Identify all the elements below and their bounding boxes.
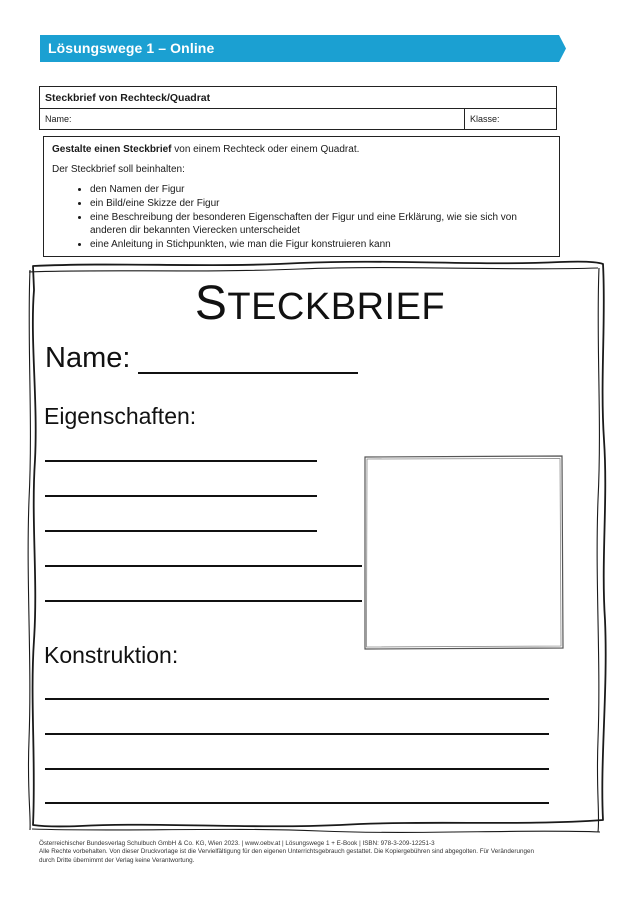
task-item: • ein Bild/eine Skizze der Figur xyxy=(90,197,551,210)
properties-write-line[interactable] xyxy=(45,530,317,532)
task-list-intro: Der Steckbrief soll beinhalten: xyxy=(52,164,185,175)
card-title-initial: S xyxy=(194,277,228,330)
properties-write-line[interactable] xyxy=(45,600,362,602)
task-intro-bold: Gestalte einen Steckbrief xyxy=(52,144,172,155)
task-item: • den Namen der Figur xyxy=(90,183,551,196)
name-write-line[interactable] xyxy=(138,372,358,374)
construction-write-line[interactable] xyxy=(45,733,549,735)
class-cell[interactable]: Klasse: xyxy=(470,114,500,124)
construction-write-line[interactable] xyxy=(45,768,549,770)
card-name-label: Name: xyxy=(45,342,131,374)
footer-line: Österreichischer Bundesverlag Schulbuch GmbH & Co. KG, Wien 2023. | www.oebv.at | Lösungswege 1 + E-Book | ISBN: 978-3-209-12251-3 xyxy=(39,840,435,847)
footer-line: durch Dritte übernimmt der Verlag keine Verantwortung. xyxy=(39,856,195,864)
worksheet-title: Steckbrief von Rechteck/Quadrat xyxy=(40,87,556,109)
properties-write-line[interactable] xyxy=(45,495,317,497)
properties-label: Eigenschaften: xyxy=(44,403,197,429)
header-title: Lösungswege 1 – Online xyxy=(48,40,215,56)
footer xyxy=(39,840,599,865)
construction-write-line[interactable] xyxy=(45,698,549,700)
properties-write-line[interactable] xyxy=(45,460,317,462)
task-intro-rest: von einem Rechteck oder einem Quadrat. xyxy=(171,144,360,155)
name-cell[interactable]: Name: xyxy=(40,109,465,130)
sketch-box[interactable] xyxy=(363,455,565,651)
construction-label: Konstruktion: xyxy=(44,642,179,668)
card-title xyxy=(0,276,640,331)
task-item: • eine Beschreibung der besonderen Eigenschaften der Figur und eine Erklärung, wie sie sich von anderen dir bekannten Vierecken unterscheidet xyxy=(90,211,551,237)
footer-line: Alle Rechte vorbehalten. Von dieser Druckvorlage ist die Vervielfältigung für den eigenen Unterrichtsgebrauch gestattet. Die Kopiergebühren sind abgegolten. Für Veränderungen xyxy=(39,848,534,856)
task-item: • eine Anleitung in Stichpunkten, wie man die Figur konstruieren kann xyxy=(90,238,551,251)
card-title-rest: TECKBRIEF xyxy=(227,286,446,328)
construction-write-line[interactable] xyxy=(45,802,549,804)
properties-write-line[interactable] xyxy=(45,565,362,567)
